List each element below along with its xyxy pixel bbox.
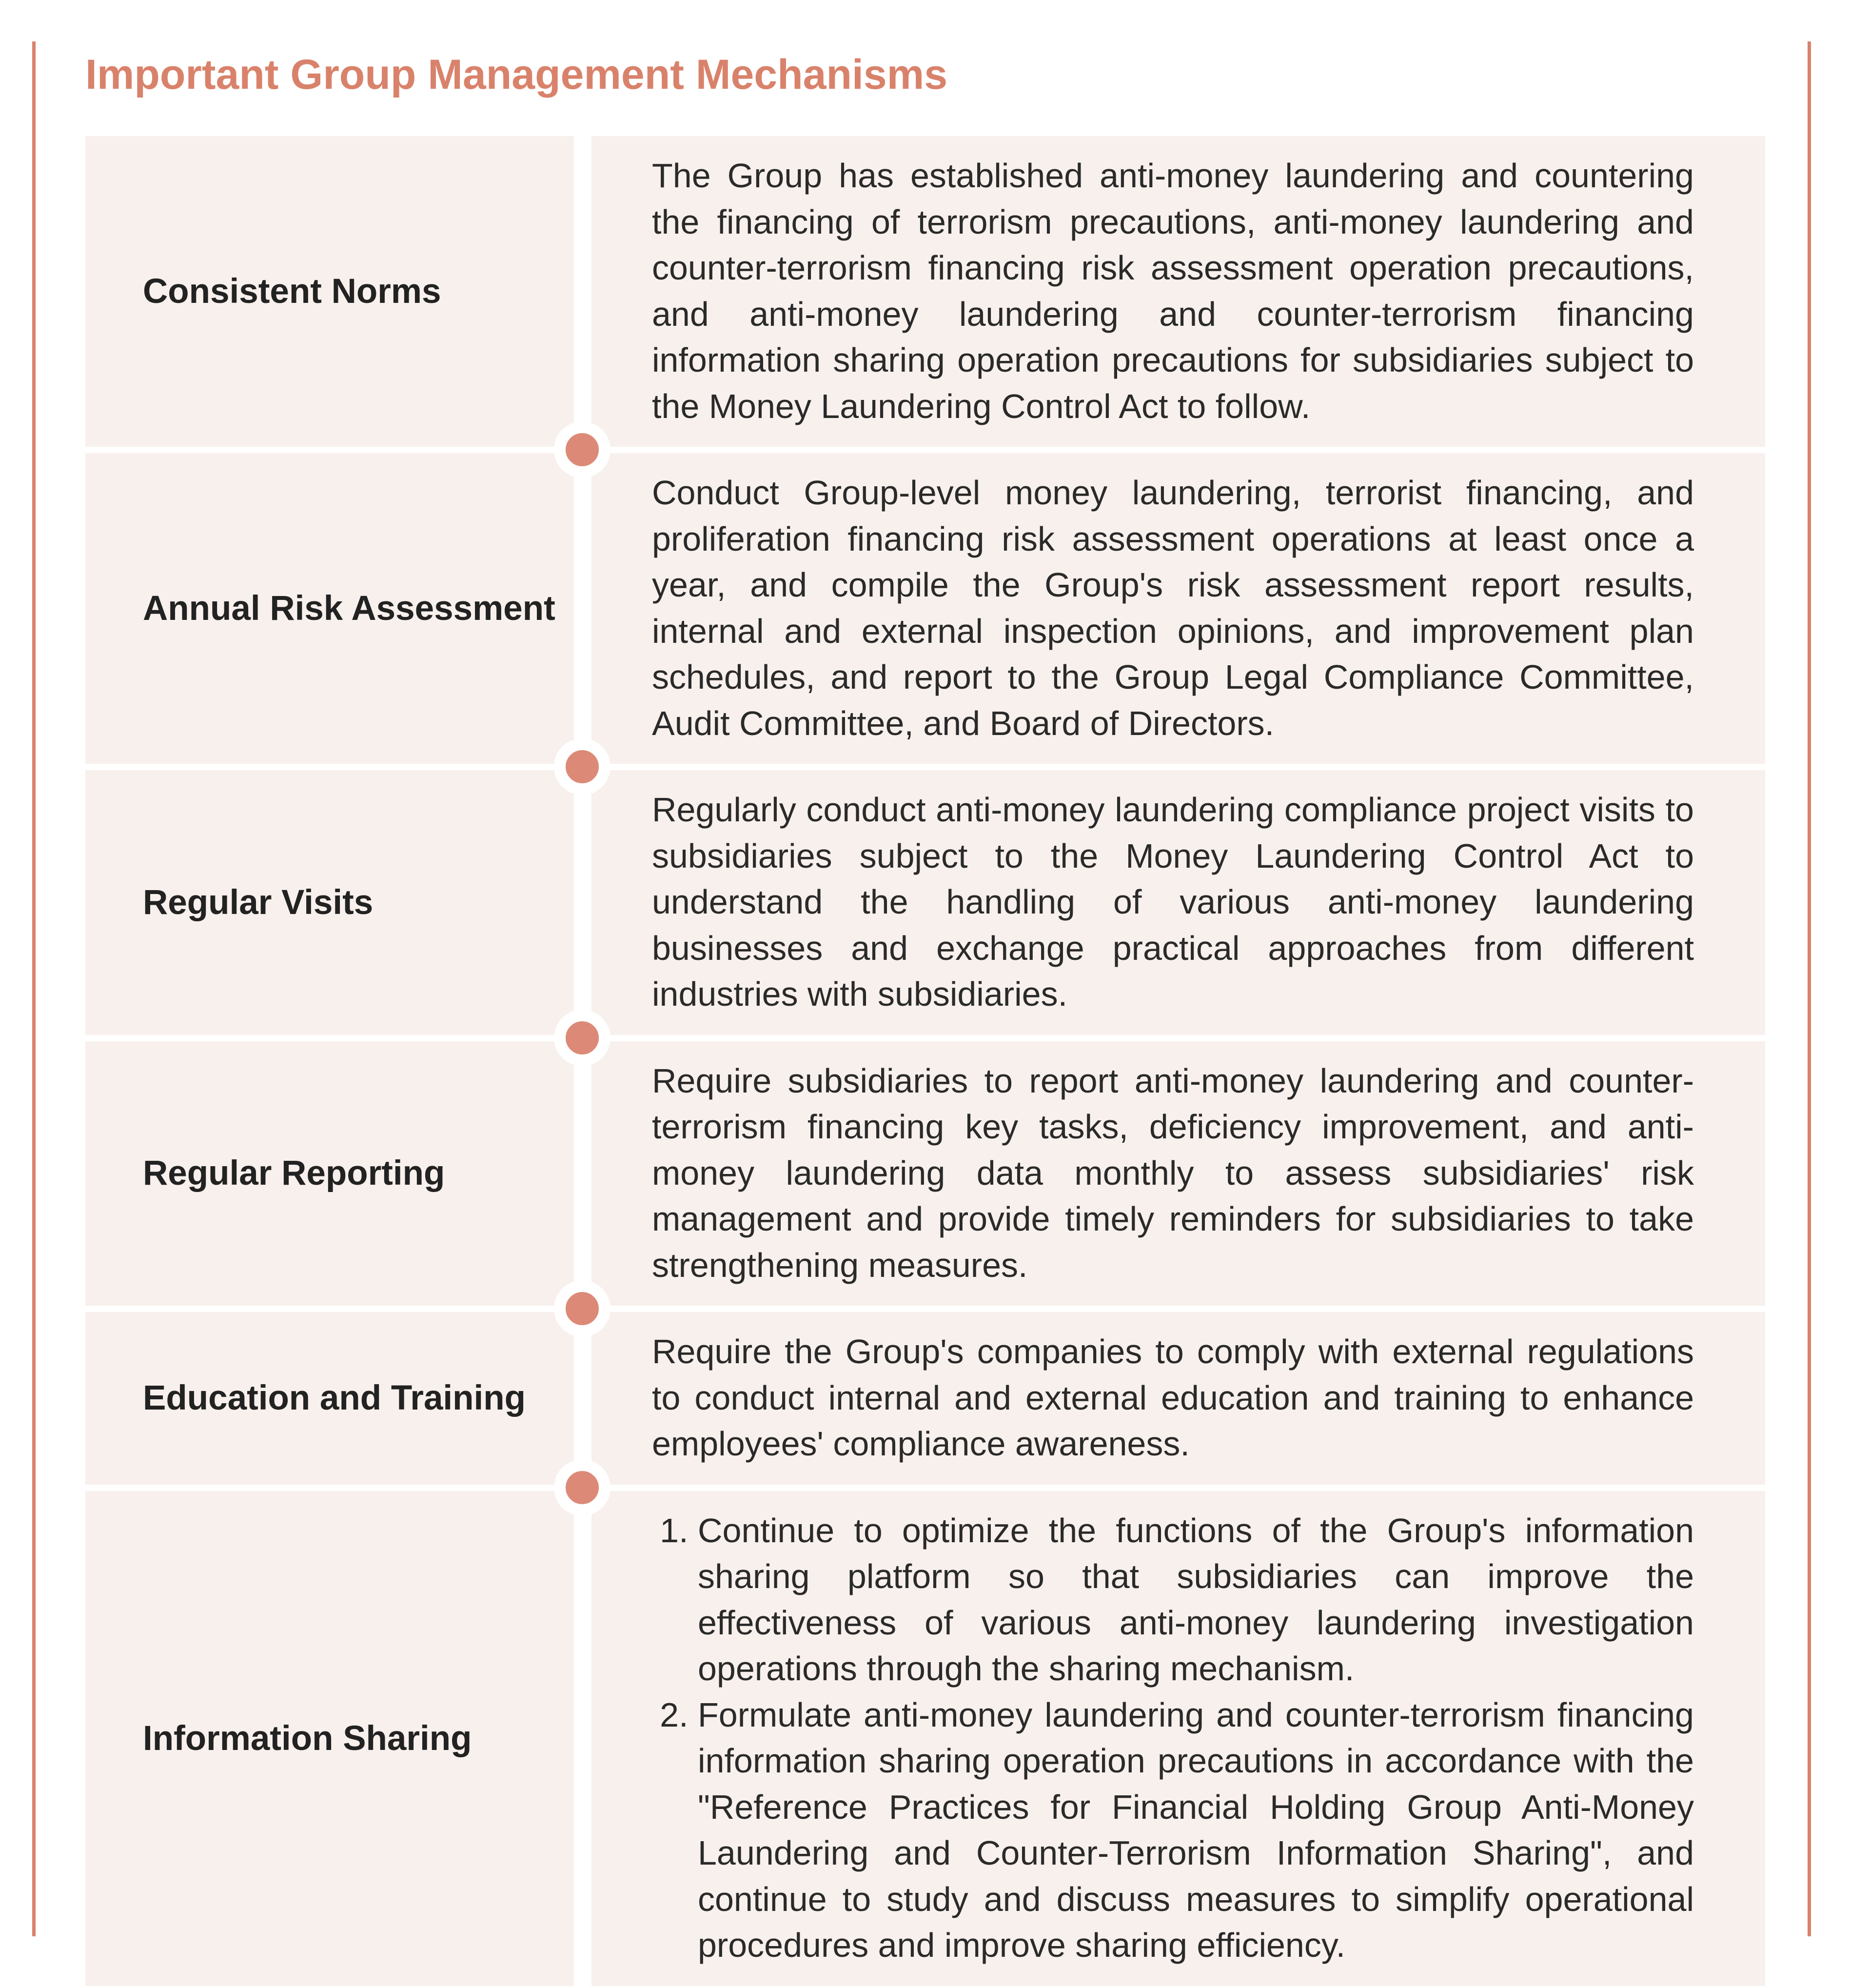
numbered-list: [652, 1508, 1694, 1968]
row-description: [591, 1041, 1765, 1306]
table-row-education-and-training: [85, 1312, 1765, 1485]
row-description-text: The Group has established anti-money laundering and countering the financing of terrorism precautions, anti-money laundering and counter-terrorism financing risk assessment operation precautions, and anti-money laundering and counter-terrorism financing information sharing operation precautions for subsidiaries subject to the Money Laundering Control Act to follow.: [652, 157, 1694, 425]
page-title: Important Group Management Mechanisms: [85, 51, 948, 98]
list-item: 2. Formulate anti-money laundering and counter-terrorism financing information sharing operation precautions in accordance with the "Reference Practices for Financial Holding Group Anti-Money Laundering and Counter-Terrorism Information Sharing", and continue to study and discuss measures to simplify operational procedures and improve sharing efficiency.: [698, 1692, 1694, 1968]
row-description-text: Conduct Group-level money laundering, terrorist financing, and proliferation financing risk assessment operations at least once a year, and compile the Group's risk assessment report results, internal and external inspection opinions, and improvement plan schedules, and report to the Group Legal Compliance Committee, Audit Committee, and Board of Directors.: [652, 474, 1694, 742]
row-description: [591, 136, 1765, 447]
table-row-information-sharing: [85, 1491, 1765, 1986]
row-description: [591, 1491, 1765, 1986]
timeline-gap: [574, 1312, 591, 1485]
row-label: Annual Risk Assessment: [85, 453, 574, 764]
row-description: [591, 453, 1765, 764]
table-row-annual-risk-assessment: [85, 453, 1765, 764]
row-label: Information Sharing: [85, 1491, 574, 1986]
left-border-line: [32, 41, 36, 1936]
mechanisms-table: [85, 136, 1765, 1986]
right-border-line: [1808, 41, 1811, 1936]
row-label: Education and Training: [85, 1312, 574, 1485]
list-item: 1. Continue to optimize the functions of the Group's information sharing platform so that subsidiaries can improve the effectiveness of various anti-money laundering investigation operations through the sharing mechanism.: [698, 1508, 1694, 1692]
timeline-gap: [574, 1491, 591, 1986]
timeline-dot-icon: [554, 1459, 610, 1516]
timeline-dot-icon: [554, 1010, 610, 1066]
row-label: Regular Visits: [85, 770, 574, 1035]
timeline-gap: [574, 453, 591, 764]
table-row-regular-visits: [85, 770, 1765, 1035]
timeline-dot-icon: [554, 1280, 610, 1337]
timeline-dot-icon: [554, 738, 610, 795]
row-description-text: Require the Group's companies to comply with external regulations to conduct internal and external education and training to enhance employees' compliance awareness.: [652, 1332, 1694, 1463]
timeline-dot-icon: [554, 421, 610, 478]
row-label: Regular Reporting: [85, 1041, 574, 1306]
timeline-gap: [574, 1041, 591, 1306]
row-description-text: Require subsidiaries to report anti-money laundering and counter-terrorism financing key tasks, deficiency improvement, and anti-money laundering data monthly to assess subsidiaries' risk management and provide timely reminders for subsidiaries to take strengthening measures.: [652, 1061, 1694, 1284]
row-description: [591, 1312, 1765, 1485]
row-description: [591, 770, 1765, 1035]
row-description-text: Regularly conduct anti-money laundering compliance project visits to subsidiaries subject to the Money Laundering Control Act to understand the handling of various anti-money laundering businesses and exchange practical approaches from different industries with subsidiaries.: [652, 791, 1694, 1013]
row-label: Consistent Norms: [85, 136, 574, 447]
table-row-regular-reporting: [85, 1041, 1765, 1306]
timeline-gap: [574, 770, 591, 1035]
timeline-gap: [574, 136, 591, 447]
table-row-consistent-norms: [85, 136, 1765, 447]
